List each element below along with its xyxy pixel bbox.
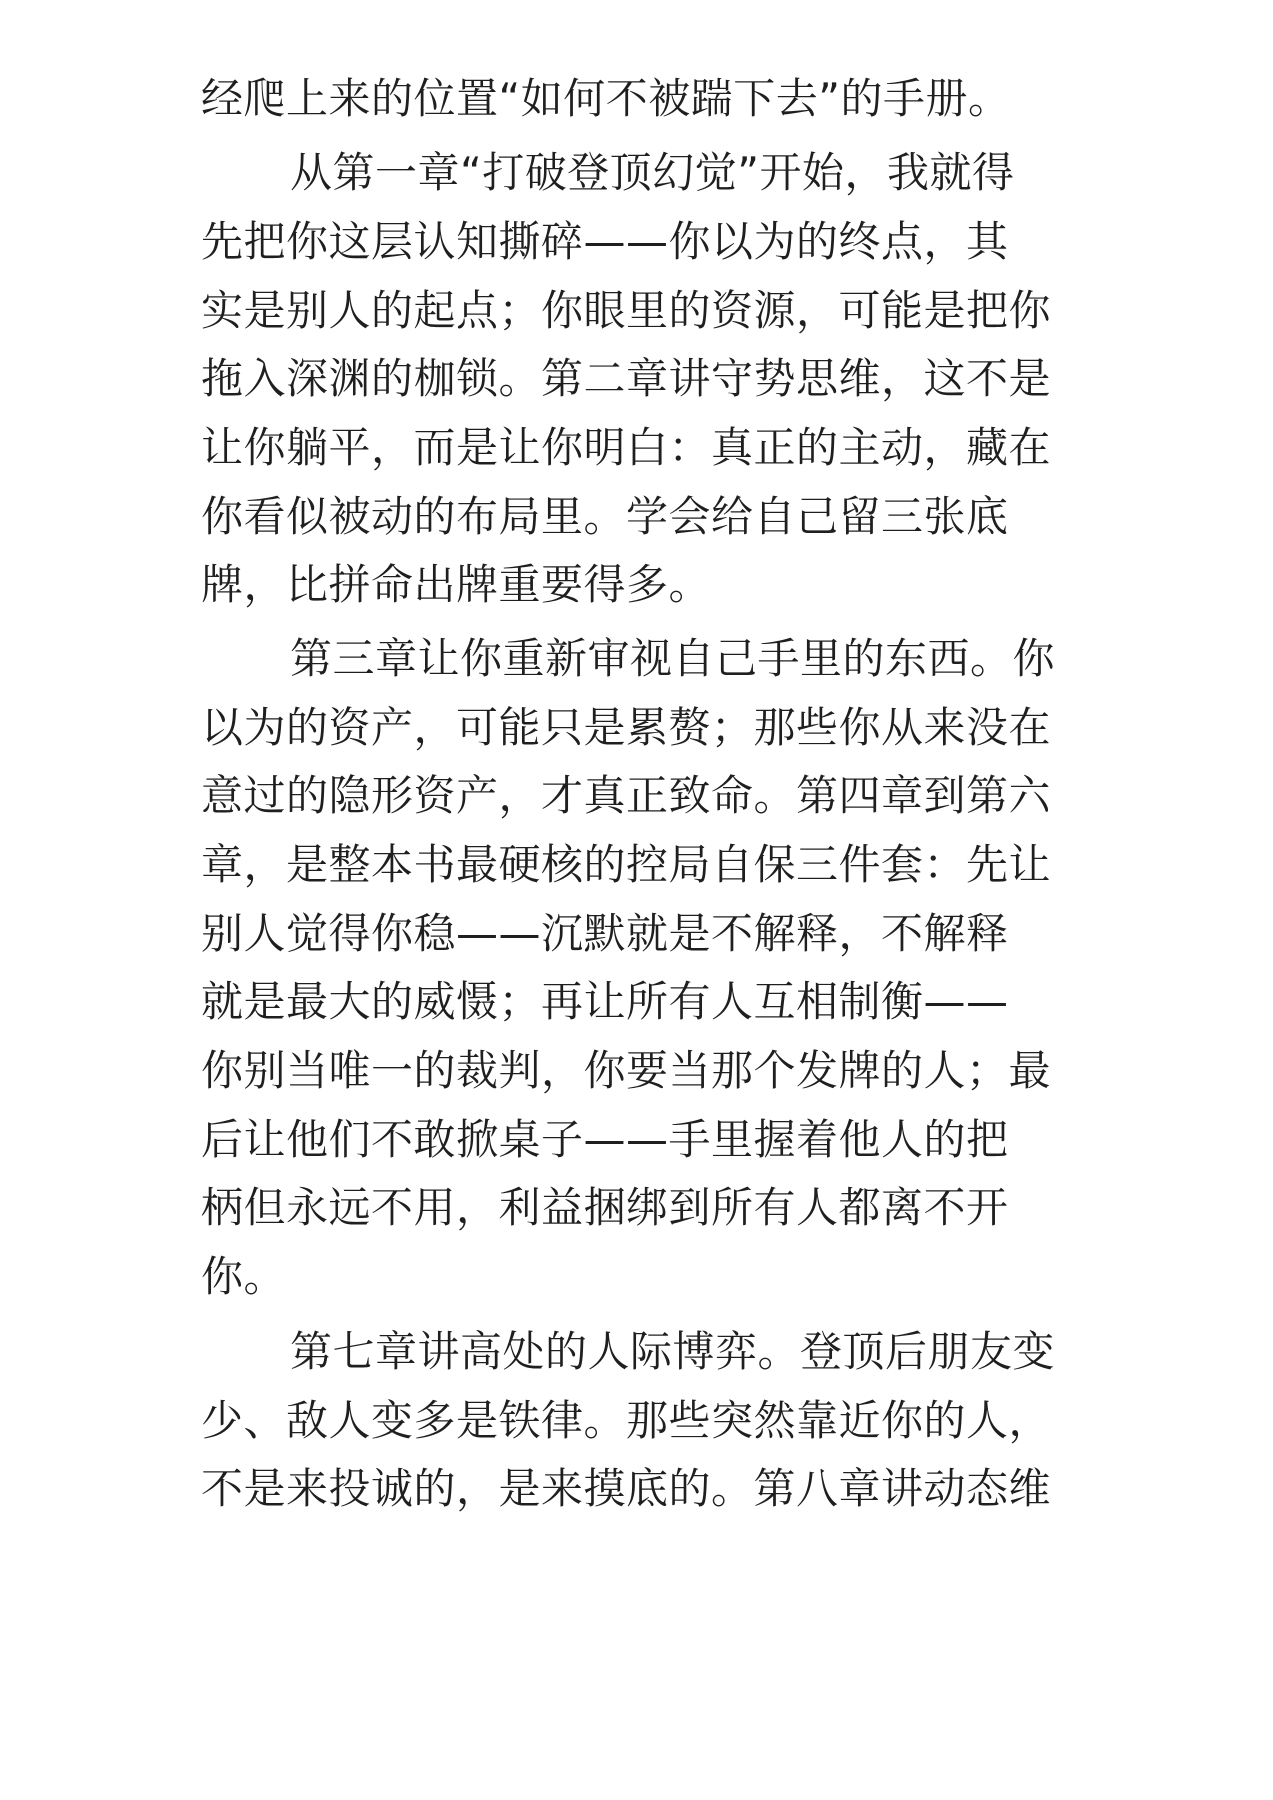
text-line: 让你躺平，而是让你明白：真正的主动，藏在 bbox=[201, 423, 1052, 472]
text-line: 后让他们不敢掀桌子——手里握着他人的把 bbox=[201, 1115, 1009, 1164]
text-line: 以为的资产，可能只是累赘；那些你从来没在 bbox=[201, 703, 1052, 752]
text-line: 你。 bbox=[201, 1252, 287, 1301]
text-line: 拖入深渊的枷锁。第二章讲守势思维，这不是 bbox=[201, 354, 1052, 403]
text-line: 就是最大的威慑；再让所有人互相制衡—— bbox=[201, 977, 1009, 1026]
text-line: 不是来投诚的，是来摸底的。第八章讲动态维 bbox=[201, 1464, 1052, 1513]
text-line: 你别当唯一的裁判，你要当那个发牌的人；最 bbox=[201, 1046, 1052, 1095]
text-line: 柄但永远不用，利益捆绑到所有人都离不开 bbox=[201, 1183, 1009, 1232]
text-line: 第七章讲高处的人际博弈。登顶后朋友变 bbox=[290, 1327, 1056, 1376]
text-line: 经爬上来的位置“如何不被踹下去”的手册。 bbox=[201, 74, 1011, 123]
text-line: 实是别人的起点；你眼里的资源，可能是把你 bbox=[201, 286, 1052, 335]
text-line: 你看似被动的布局里。学会给自己留三张底 bbox=[201, 492, 1009, 541]
text-line: 从第一章“打破登顶幻觉”开始，我就得 bbox=[290, 148, 1015, 197]
text-line: 章，是整本书最硬核的控局自保三件套：先让 bbox=[201, 840, 1052, 889]
text-line: 意过的隐形资产，才真正致命。第四章到第六 bbox=[201, 771, 1052, 820]
text-line: 先把你这层认知撕碎——你以为的终点，其 bbox=[201, 217, 1009, 266]
text-line: 别人觉得你稳——沉默就是不解释，不解释 bbox=[201, 909, 1009, 958]
text-line: 牌，比拼命出牌重要得多。 bbox=[201, 560, 712, 609]
text-line: 少、敌人变多是铁律。那些突然靠近你的人， bbox=[201, 1396, 1052, 1445]
text-line: 第三章让你重新审视自己手里的东西。你 bbox=[290, 634, 1056, 683]
